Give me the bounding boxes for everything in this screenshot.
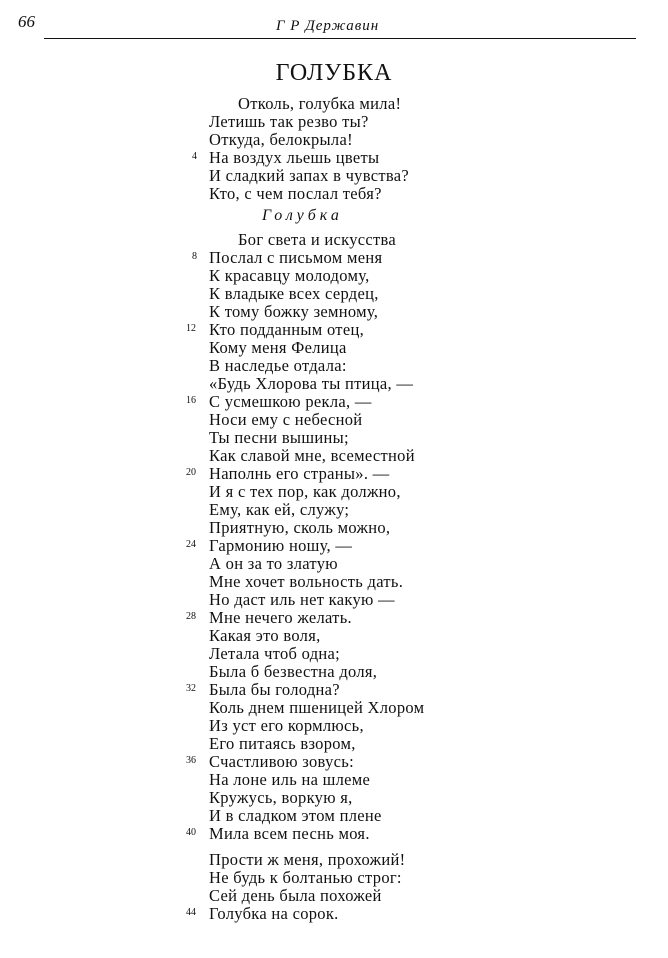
poem-line: Прости ж меня, прохожий!	[209, 850, 406, 869]
poem-line: На воздух льешь цветы	[209, 148, 380, 167]
poem-line: Мне хочет вольность дать.	[209, 572, 404, 591]
poem-line: Счастливою зовусь:	[209, 752, 354, 771]
poem-line: Гармонию ношу, —	[209, 536, 353, 555]
poem-line: Его питаясь взором,	[209, 734, 356, 753]
poem-line: Сей день была похожей	[209, 886, 382, 905]
poem-line: Летала чтоб одна;	[209, 644, 341, 663]
poem-line: Кружусь, воркую я,	[209, 788, 353, 807]
line-number: 40	[186, 827, 196, 838]
line-number: 8	[192, 251, 197, 262]
poem-line: Мила всем песнь моя.	[209, 824, 370, 843]
line-number: 44	[186, 907, 196, 918]
poem-line: Была бы голодна?	[209, 680, 340, 699]
line-number: 16	[186, 395, 196, 406]
line-number: 32	[186, 683, 196, 694]
line-number: 4	[192, 151, 197, 162]
poem-line: Не будь к болтанью строг:	[209, 868, 402, 887]
poem-line: Но даст иль нет какую —	[209, 590, 395, 609]
poem-line: В наследье отдала:	[209, 356, 347, 375]
poem-line: Послал с письмом меня	[209, 248, 383, 267]
line-number: 12	[186, 323, 196, 334]
poem-line: Голубка на сорок.	[209, 904, 339, 923]
poem-line: Наполнь его страны». —	[209, 464, 390, 483]
poem-line: Кто, с чем послал тебя?	[209, 184, 382, 203]
poem-title: ГОЛУБКА	[275, 60, 393, 86]
poem-line: «Будь Хлорова ты птица, —	[209, 374, 414, 393]
line-number: 28	[186, 611, 196, 622]
header-rule	[44, 38, 636, 39]
poem-line: Приятную, сколь можно,	[209, 518, 391, 537]
poem-line: К красавцу молодому,	[209, 266, 370, 285]
poem-line: Из уст его кормлюсь,	[209, 716, 364, 735]
poem-line: Кому меня Фелица	[209, 338, 347, 357]
poem-line: На лоне иль на шлеме	[209, 770, 371, 789]
poem-line: С усмешкою рекла, —	[209, 392, 372, 411]
poem-line: Отколь, голубка мила!	[238, 94, 402, 113]
line-number: 24	[186, 539, 196, 550]
page-number: 66	[18, 12, 35, 31]
poem-line: А он за то златую	[209, 554, 338, 573]
poem-line: Ему, как ей, служу;	[209, 500, 350, 519]
poem-line: Ты песни вышины;	[209, 428, 349, 447]
poem-line: Носи ему с небесной	[209, 410, 363, 429]
poem-line: И я с тех пор, как должно,	[209, 482, 401, 501]
poem-line: Коль днем пшеницей Хлором	[209, 698, 425, 717]
poem-line: Мне нечего желать.	[209, 608, 352, 627]
poem-line: Как славой мне, всеместной	[209, 446, 415, 465]
poem-line: Летишь так резво ты?	[209, 112, 369, 131]
poem-line: Кто подданным отец,	[209, 320, 364, 339]
line-number: 20	[186, 467, 196, 478]
poem-line: Бог света и искусства	[238, 230, 397, 249]
poem-line: Была б безвестна доля,	[209, 662, 378, 681]
poem-line: И сладкий запах в чувства?	[209, 166, 409, 185]
poem-line: К тому божку земному,	[209, 302, 379, 321]
poem-line: К владыке всех сердец,	[209, 284, 379, 303]
running-head: Г Р Державин	[276, 18, 380, 34]
poem-line: И в сладком этом плене	[209, 806, 382, 825]
line-number: 36	[186, 755, 196, 766]
poem-line: Откуда, белокрыла!	[209, 130, 353, 149]
speaker-heading: Голубка	[262, 207, 343, 224]
poem-line: Какая это воля,	[209, 626, 321, 645]
